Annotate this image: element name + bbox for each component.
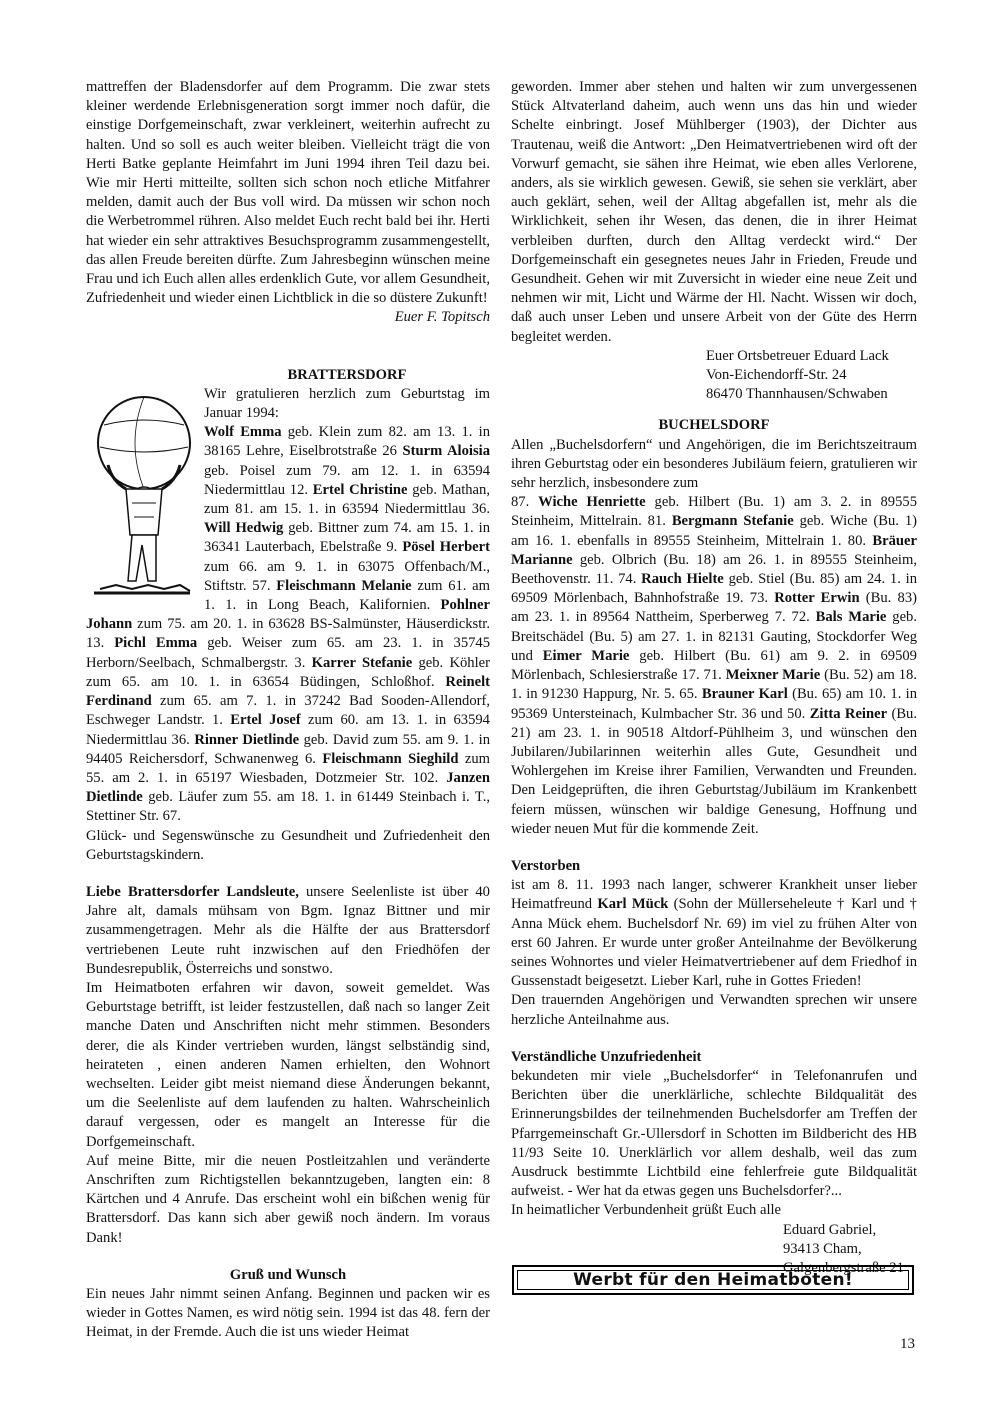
brattersdorf-intro: Wir gratulieren herzlich zum Geburtstag im Januar 1994: xyxy=(204,385,490,422)
signature-line: Von-Eichendorff-Str. 24 xyxy=(706,367,847,384)
birthday-details: geb. Köhler zum 65. am 10. 1. in 63654 Büdingen, Schloßhof. xyxy=(86,654,490,690)
banner-text: Werbt für den Heimatboten! xyxy=(573,1270,853,1290)
buchelsdorf-heading: BUCHELSDORF xyxy=(658,417,770,434)
birthday-details: geb. Breitschädel (Bu. 5) am 27. 1. in 82131 Gauting, Stockdorfer Weg und xyxy=(511,609,917,664)
buchelsdorf-birthdays xyxy=(511,493,917,839)
birthday-name: Sturm Aloisia xyxy=(402,443,490,460)
verstorben-name: Karl Mück xyxy=(597,896,669,913)
unzufriedenheit-paragraph: bekundeten mir viele „Buchelsdorfer“ in Telefonanrufen und Berichten über die unerklärliche, schlechte Bildqualität des Erinnerungsbildes der teilnehmenden Buchelsdorfer am Treffen der Pfarrgemeinschaft Gr.-Ullersdorf in Schotten im Bildbericht des HB 11/93 Seite 10. Unerklärlich vor allem deshalb, weil das zum Ausdruck bestimmte Lichtbild eine fehlerfreie gute Bildqualität aufweist. - Wer hat da etwas gegen uns Buchelsdorfer?... xyxy=(511,1067,917,1200)
verstorben-heading: Verstorben xyxy=(511,857,581,874)
left-column xyxy=(86,78,490,1343)
birthday-name: Janzen Dietlinde xyxy=(86,769,490,806)
betreuer-signature xyxy=(511,347,917,405)
continuation-paragraph: geworden. Immer aber stehen und halten wir zum unvergessenen Stück Altvaterland daheim, auch wenn uns das hin und wieder Schelte einbringt. Josef Mühlberger (1903), der Dichter aus Trautenau, weiß die Antwort: „Den Heimatvertriebenen wird oft der Vorwurf gemacht, sie sähen ihre Heimat, wie eben alles Verlorene, anders, als sie wirklich gewesen. Gewiß, sie sehen sie verklärt, aber auch geklärt, sehen, weil der Alltag abgefallen ist, mehr als die Wirklichkeit, sehen ihr Wesen, das denen, die in ihrer Heimat verbleiben durften, durch den Alltag verdeckt wird.“ Der Dorfgemeinschaft ein gesegnetes neues Jahr in Frieden, Freude und Gesundheit. Gehen wir mit Zuversicht in wieder eine neue Zeit und nehmen wir mit, Licht und Wärme der Hl. Nacht. Wissen wir doch, daß auch unser Leben und unsere Arbeit von der Güte des Herrn begleitet werden. xyxy=(511,79,917,345)
birthday-name: Rauch Hielte xyxy=(641,571,724,588)
page-number: 13 xyxy=(900,1336,915,1352)
unzufriedenheit-heading: Verständliche Unzufriedenheit xyxy=(511,1048,702,1065)
intro-paragraph: mattreffen der Bladensdorfer auf dem Programm. Die zwar stets kleiner werdende Erlebnisgeneration sorgt immer noch dafür, die einstige Dorfgemeinschaft, zwar verkleinert, weiterhin aufrecht zu halten. Und so soll es auch weiter bleiben. Vielleicht trägt die von Herti Batke geplante Heimfahrt im Juni 1994 ihren Teil dazu bei. Wie mir Herti mitteilte, sollten sich schon noch etliche Mitfahrer melden, damit auch der Bus voll wird. Da müssen wir schon noch die Werbetrommel rühren. Also meldet Euch recht bald bei ihr. Herti hat wieder ein sehr attraktives Besuchsprogramm zusammengestellt, das allen Freude bereiten dürfte. Zum Jahresbeginn wünschen meine Frau und ich Euch allen alles erdenklich Gute, vor allem Gesundheit, Zufriedenheit und wieder einen Lichtblick in die so düstere Zukunft! xyxy=(86,79,490,307)
verstorben-intro: ist am 8. 11. 1993 nach langer, schwerer Krankheit unser lieber Heimatfreund xyxy=(511,877,917,913)
birthday-name: Bals Marie xyxy=(815,609,887,626)
birthday-name: Ertel Josef xyxy=(230,712,301,729)
birthday-name: Pichl Emma xyxy=(114,635,198,652)
birthday-details: (Bu. 52) am 18. 1. in 91230 Happurg, Nr. 5. 65. xyxy=(511,667,918,703)
birthday-name: Meixner Marie xyxy=(725,667,821,684)
verstorben-paragraph xyxy=(511,876,917,991)
gruss-text: Ein neues Jahr nimmt seinen Anfang. Beginnen und packen wir es wieder in Gottes Namen, es wird nötig sein. 1994 ist das 48. fern der Heimat, in der Fremde. Auch die ist uns wieder Heimat xyxy=(86,1285,490,1341)
birthday-details: zum 65. am 7. 1. in 37242 Bad Sooden-Allendorf, Eschweger Landstr. 1. xyxy=(86,693,490,729)
birthday-details: geb. Hilbert (Bu. 61) am 9. 2. in 69509 Mörlenbach, Schlesierstraße 17. 71. xyxy=(511,647,917,684)
birthday-name: Fleischmann Melanie xyxy=(276,577,412,594)
birthday-name: Bräuer Marianne xyxy=(511,532,917,568)
birthday-name: Wolf Emma xyxy=(204,424,282,441)
birthday-details: (Bu. 21) am 23. 1. in 90518 Altdorf-Pühlheim 3, und wünschen den Jubilaren/Jubilarinnen weiterhin alles Gute, Gesundheit und Wohlergehen im Kreise ihrer Familien, Verwandten und Freunden. Den Leidgeprüften, die ihren Geburtstag/Jubiläum im Krankenbett feiern müssen, wünschen wir baldige Genesung, Hoffnung und wieder neuen Mut für die kommende Zeit. xyxy=(511,705,917,837)
closing-line: In heimatlicher Verbundenheit grüßt Euch alle xyxy=(511,1202,782,1219)
buchelsdorf-intro: Allen „Buchelsdorfern“ und Angehörigen, die im Berichtszeitraum ihren Geburtstag oder ein besonderes Jubiläum feiern, gratulieren wir sehr herzlich, insbesondere zum xyxy=(511,436,917,492)
birthday-details: geb. Bittner zum 74. am 15. 1. in 36341 Lauterbach, Ebelstraße 9. xyxy=(204,520,490,556)
birthday-details: geb. Klein zum 82. am 13. 1. in 38165 Lehre, Eiselbrotstraße 26 xyxy=(204,424,490,460)
birthday-details: geb. Hilbert (Bu. 1) am 3. 2. in 89555 Steinheim, Mittelrain. 81. xyxy=(511,494,917,530)
birthday-name: Pohlner Johann xyxy=(86,597,490,633)
birthday-name: Ertel Christine xyxy=(312,481,408,498)
verstorben-text: (Sohn der Müllerseheleute † Karl und † Anna Mück ehem. Buchelsdorf Nr. 69) im viel zu frühen Alter von erst 60 Jahren. Er wurde unter großer Anteilnahme der Bevölkerung seines Wohnortes und vieler Heimatvertriebener auf dem Friedhof in Gussenstadt beigesetzt. Lieber Karl, ruhe in Gottes Frieden! xyxy=(511,896,917,990)
landsleute-paragraph xyxy=(86,883,490,979)
birthday-details: (Bu. 65) am 10. 1. in 95369 Untersteinach, Kulmbacher Str. 36 und 50. xyxy=(511,686,918,722)
birthday-name: Eimer Marie xyxy=(542,647,630,664)
birthday-details: zum 66. am 9. 1. in 63075 Offenbach/M., Stiftstr. 57. xyxy=(204,558,490,594)
birthday-details: geb. Wiche (Bu. 1) am 16. 1. ebenfalls in 89555 Steinheim, Mittelrain 1. 80. xyxy=(511,513,917,549)
signature-line: Galgenbergstraße 21 xyxy=(783,1259,904,1276)
condolence-paragraph: Den trauernden Angehörigen und Verwandten sprechen wir unsere herzliche Anteilnahme aus. xyxy=(511,992,917,1028)
birthday-details: geb. Läufer zum 55. am 18. 1. in 61449 Steinbach i. T., Stettiner Str. 67. xyxy=(86,789,490,825)
birthday-name: Karrer Stefanie xyxy=(311,654,413,671)
signature-line: Euer Ortsbetreuer Eduard Lack xyxy=(706,347,889,364)
landsleute-text: unsere Seelenliste ist über 40 Jahre alt, damals mühsam von Bgm. Ignaz Bittner und mir zusammengetragen. Mehr als die Hälfte der aus Brattersdorf vertriebenen Leute ruht inzwischen auf den Friedhöfen der Bundesrepublik, Österreichs und sonstwo. xyxy=(86,883,490,977)
birthday-name: Bergmann Stefanie xyxy=(671,513,794,530)
brattersdorf-heading: BRATTERSDORF xyxy=(287,366,407,383)
birthday-details: geb. Stiel (Bu. 85) am 24. 1. in 69509 Mörlenbach, Bahnhofstraße 19. 73. xyxy=(511,571,917,607)
birthday-name: Will Hedwig xyxy=(204,520,284,537)
landsleute-salutation: Liebe Brattersdorfer Landsleute, xyxy=(86,883,299,900)
signature-line: Eduard Gabriel, xyxy=(783,1221,877,1238)
werbt-banner xyxy=(512,1265,914,1295)
birthday-name: Fleischmann Sieghild xyxy=(322,750,459,767)
brattersdorf-wishes: Glück- und Segenswünsche zu Gesundheit und Zufriedenheit den Geburtstagskindern. xyxy=(86,827,490,863)
birthday-details: zum 75. am 20. 1. in 63628 BS-Salmünster, Häuserdickstr. 13. xyxy=(86,616,490,652)
right-column xyxy=(511,78,917,1278)
birthday-details: (Bu. 83) am 23. 1. in 89564 Nattheim, Sperberweg 7. 72. xyxy=(511,590,917,626)
signature-line: 93413 Cham, xyxy=(783,1240,862,1257)
birthday-name: Rinner Dietlinde xyxy=(194,731,300,748)
birthday-details: geb. David zum 55. am 9. 1. in 94405 Reichersdorf, Schwanenweg 6. xyxy=(86,731,490,767)
postleitzahlen-paragraph: Auf meine Bitte, mir die neuen Postleitzahlen und veränderte Anschriften zum Richtigstellen bekanntzugeben, langten ein: 8 Kärtchen und 4 Anrufe. Das erscheint wohl ein bißchen wenig für Brattersdorf. Das kann sich aber gewiß noch ändern. Im voraus Dank! xyxy=(86,1152,490,1246)
birthday-details: zum 60. am 13. 1. in 63594 Niedermittlau 36. xyxy=(86,712,490,748)
atlas-figure-illustration xyxy=(86,385,198,603)
heimatboten-paragraph: Im Heimatboten erfahren wir davon, soweit gemeldet. Was Geburtstage betrifft, ist leider festzustellen, daß nach so langer Zeit manche Daten und Anschriften nicht mehr stimmen. Besonders derer, die als Kinder vertrieben wurden, längst selbständig sind, heirateten , einen anderen Namen erhielten, den Wohnort wechselten. Leider gibt meist niemand diese Änderungen bekannt, um die Seelenliste auf dem laufenden zu halten. Wahrscheinlich darauf vergessen, oder es mangelt an Interesse für die Dorfgemeinschaft. xyxy=(86,979,490,1150)
birthday-details: zum 55. am 2. 1. in 65197 Wiesbaden, Dotzmeier Str. 102. xyxy=(86,750,491,786)
birthday-name: Reinelt Ferdinand xyxy=(86,673,490,710)
birthday-details: geb. Weiser zum 65. am 23. 1. in 35745 Herborn/Seelbach, Schmalbergstr. 3. xyxy=(86,635,491,671)
birthday-name: Zitta Reiner xyxy=(809,705,888,722)
gruss-heading: Gruß und Wunsch xyxy=(229,1266,347,1283)
birthday-prefix: 87. xyxy=(511,494,539,511)
signature-line: 86470 Thannhausen/Schwaben xyxy=(706,386,888,403)
birthday-details: geb. Poisel zum 79. am 12. 1. in 63594 Niedermittlau 12. xyxy=(204,462,490,498)
birthday-details: geb. Mathan, zum 81. am 15. 1. in 63594 Niedermittlau 36. xyxy=(204,481,490,518)
birthday-details: geb. Olbrich (Bu. 18) am 26. 1. in 89555 Steinheim, Beethovenstr. 11. 74. xyxy=(511,551,917,588)
birthday-name: Rotter Erwin xyxy=(774,590,860,607)
birthday-details: zum 61. am 1. 1. in Long Beach, Kalifornien. xyxy=(204,577,490,614)
intro-signature: Euer F. Topitsch xyxy=(394,309,490,326)
birthday-name: Pösel Herbert xyxy=(402,539,490,556)
birthday-name: Wiche Henriette xyxy=(538,494,646,511)
birthday-name: Brauner Karl xyxy=(701,686,788,703)
